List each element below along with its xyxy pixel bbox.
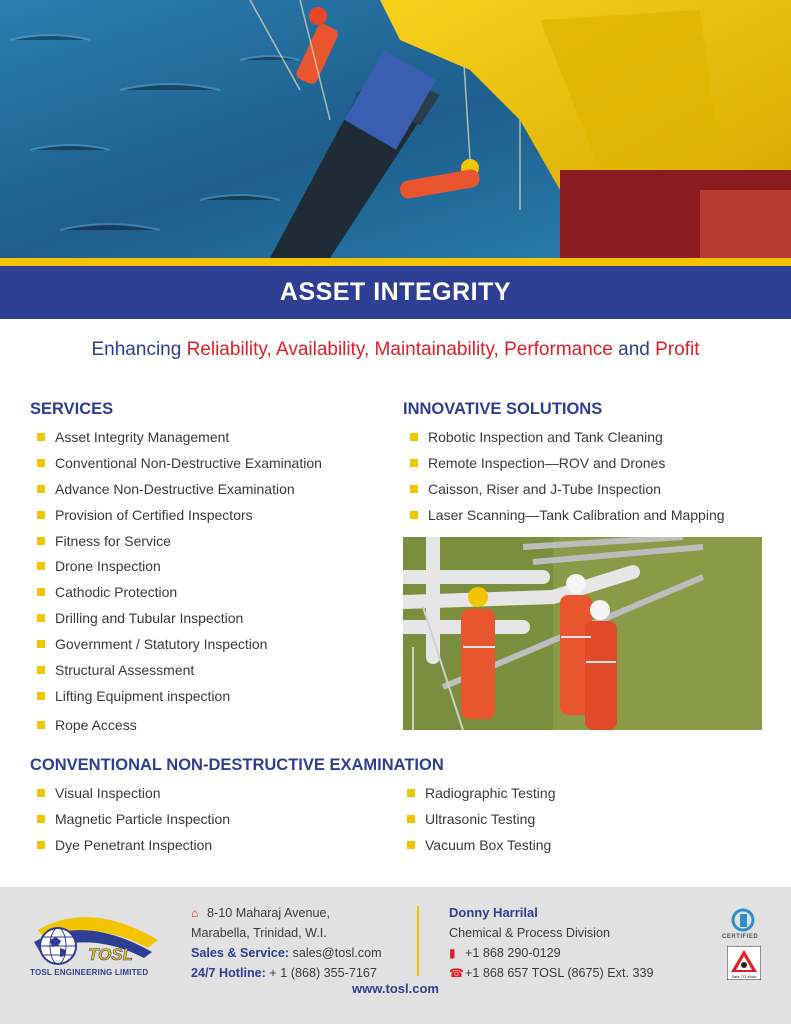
list-item: Robotic Inspection and Tank Cleaning — [403, 428, 725, 454]
list-item: Structural Assessment — [30, 661, 322, 687]
mobile-number: +1 868 290-0129 — [465, 946, 561, 960]
safe-to-work-badge-icon — [727, 946, 761, 980]
list-item: Cathodic Protection — [30, 583, 322, 609]
list-item: Provision of Certified Inspectors — [30, 506, 322, 532]
list-item: Lifting Equipment inspection — [30, 687, 322, 713]
list-item: Rope Access — [30, 716, 322, 742]
tagline-conjunction: and — [612, 339, 656, 360]
hotline-label: 24/7 Hotline: — [191, 966, 266, 980]
list-item: Ultrasonic Testing — [400, 810, 556, 836]
hero-photo-rope-access — [0, 0, 791, 258]
innovative-heading: INNOVATIVE SOLUTIONS — [403, 400, 603, 418]
certified-caption: CERTIFIED — [722, 934, 759, 940]
sales-label: Sales & Service: — [191, 946, 290, 960]
list-item: Drone Inspection — [30, 557, 322, 583]
list-item: Government / Statutory Inspection — [30, 635, 322, 661]
address-line1: 8-10 Maharaj Avenue, — [207, 906, 330, 920]
services-list — [30, 428, 322, 742]
logo-wordmark: TOSL — [88, 945, 134, 964]
list-item: Advance Non-Destructive Examination — [30, 480, 322, 506]
contact-block — [449, 923, 653, 983]
list-item: Drilling and Tubular Inspection — [30, 609, 322, 635]
website-link[interactable]: www.tosl.com — [352, 981, 439, 996]
list-item: Dye Penetrant Inspection — [30, 836, 230, 862]
company-name: TOSL ENGINEERING LIMITED — [30, 968, 149, 977]
list-item: Laser Scanning—Tank Calibration and Mapping — [403, 506, 725, 532]
services-heading: SERVICES — [30, 400, 114, 418]
tagline-items: Reliability, Availability, Maintainability, Performance — [186, 339, 613, 360]
safe-caption: Safe TO Work — [731, 974, 757, 979]
address-block — [191, 903, 382, 983]
address-line2: Marabella, Trinidad, W.I. — [191, 926, 327, 940]
phone-number: +1 868 657 TOSL (8675) Ext. 339 — [465, 966, 654, 980]
list-item: Conventional Non-Destructive Examination — [30, 454, 322, 480]
list-item: Asset Integrity Management — [30, 428, 322, 454]
telephone-icon: ☎ — [449, 966, 464, 980]
list-item: Vacuum Box Testing — [400, 836, 556, 862]
workers-photo — [403, 537, 762, 730]
title-banner — [0, 266, 791, 319]
home-icon: ⌂ — [191, 906, 199, 920]
sales-email[interactable]: sales@tosl.com — [292, 946, 382, 960]
list-item: Radiographic Testing — [400, 784, 556, 810]
cnde-heading: CONVENTIONAL NON-DESTRUCTIVE EXAMINATION — [30, 756, 444, 774]
division: Chemical & Process Division — [449, 926, 610, 940]
list-item: Remote Inspection—ROV and Drones — [403, 454, 725, 480]
tagline — [0, 339, 791, 361]
contact-name: Donny Harrilal — [449, 905, 538, 920]
page-title: ASSET INTEGRITY — [279, 278, 512, 306]
innovative-list — [403, 428, 725, 532]
hotline-number: + 1 (868) 355-7167 — [269, 966, 377, 980]
list-item: Visual Inspection — [30, 784, 230, 810]
list-item: Caisson, Riser and J-Tube Inspection — [403, 480, 725, 506]
tagline-last: Profit — [655, 339, 700, 360]
footer-divider — [417, 906, 419, 976]
cnde-list-right — [400, 784, 556, 862]
cnde-list-left — [30, 784, 230, 862]
gold-divider-strip — [0, 258, 791, 266]
mobile-phone-icon: ▮ — [449, 946, 456, 960]
tagline-prefix: Enhancing — [91, 339, 187, 360]
list-item: Magnetic Particle Inspection — [30, 810, 230, 836]
list-item: Fitness for Service — [30, 532, 322, 558]
